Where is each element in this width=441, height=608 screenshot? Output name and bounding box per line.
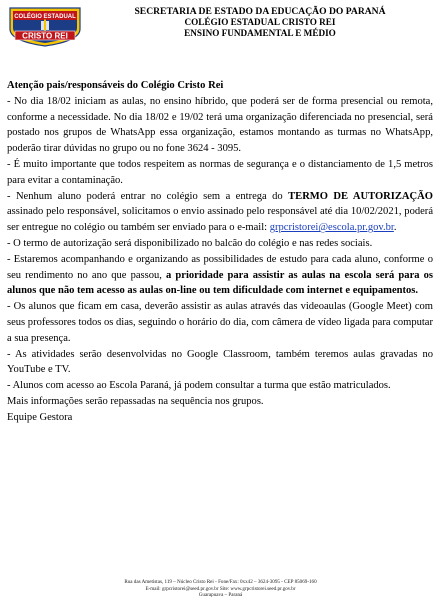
footer-contact: E-mail: grpcristorei@seed.pr.gov.br Site: www.grpcristorei.seed.pr.gov.br — [145, 585, 296, 592]
email-link[interactable]: grpcristorei@escola.pr.gov.br — [269, 222, 394, 234]
text-segment: assinado pelo responsável, solicitamos o envio assinado pelo responsável até dia 10/02/2021, poderá ser entregue no colégio ou também ser enviado para o e-mail: — [7, 206, 433, 234]
paragraph-escola-parana: - Alunos com acesso ao Escola Paraná, já podem consultar a turma que estão matriculados. — [7, 380, 391, 392]
text-segment: . — [393, 222, 397, 234]
paragraph-priority — [7, 252, 433, 299]
letter-title: Atenção pais/responsáveis do Colégio Cristo Rei — [7, 80, 224, 91]
letterhead-line-secretaria: SECRETARIA DE ESTADO DA EDUCAÇÃO DO PARANÁ — [134, 6, 386, 17]
paragraph-start-classes: - No dia 18/02 iniciam as aulas, no ensino híbrido, que poderá ser de forma presencial ou remota, conforme a necessidade. No dia 18/02 e 19/02 terá uma organização diferenciada no presencial, será postado nos grupos de WhatsApp essa organização, estamos montando as turmas no WhatsApp, poderão tirar dúvidas no grupo ou no fone 3624 - 3095. — [7, 95, 433, 155]
school-logo — [6, 5, 84, 47]
logo-ring-text: COLÉGIO ESTADUAL — [14, 14, 76, 20]
paragraph-video-classes: - Os alunos que ficam em casa, deverão assistir as aulas através das videoaulas (Google Meet) com seus professores todos os dias, seguindo o horário do dia, com câmera de vídeo ligada para computar a sua presença. — [7, 301, 433, 344]
footer-address: Rua das Ametistas, 119 – Núcleo Cristo Rei - Fone/Fax: 0xx42 – 3624-3095 - CEP 85069-160 — [124, 579, 317, 585]
paragraph-classroom: - As atividades serão desenvolvidas no Google Classroom, também teremos aulas gravadas no YouTube e TV. — [7, 348, 433, 376]
text-segment: - Estaremos acompanhando e organizando as possibilidades de estudo para cada aluno, conforme o seu rendimento no ano que passou, — [7, 253, 433, 281]
letterhead-line-ensino: ENSINO FUNDAMENTAL E MÉDIO — [184, 28, 336, 38]
letterhead-text — [84, 6, 436, 39]
logo-name: CRISTO REI — [22, 31, 68, 41]
paragraph-more-info: Mais informações serão repassadas na sequência nos grupos. — [7, 395, 264, 407]
priority-highlight: a prioridade para assistir as aulas na escola será para os alunos que não tem acesso as aulas on-line ou tem dificuldade com internet e equipamentos. — [7, 269, 433, 297]
letter-body — [7, 78, 433, 426]
signature: Equipe Gestora — [7, 411, 73, 423]
text-segment: - Nenhum aluno poderá entrar no colégio sem a entrega do — [7, 190, 289, 202]
paragraph-safety-rules: - É muito importante que todos respeitem as normas de segurança e o distanciamento de 1,5 metros para evitar a contaminação. — [7, 158, 433, 186]
term-highlight: TERMO DE AUTORIZAÇÃO — [288, 190, 433, 202]
footer — [0, 579, 441, 599]
letterhead-line-colegio: COLÉGIO ESTADUAL CRISTO REI — [184, 17, 336, 27]
letterhead — [6, 5, 436, 51]
paragraph-authorization-term — [7, 189, 433, 236]
paragraph-term-availability: - O termo de autorização será disponibilizado no balcão do colégio e nas redes sociais. — [7, 237, 373, 249]
footer-city: Guarapuava – Paraná — [198, 592, 243, 599]
